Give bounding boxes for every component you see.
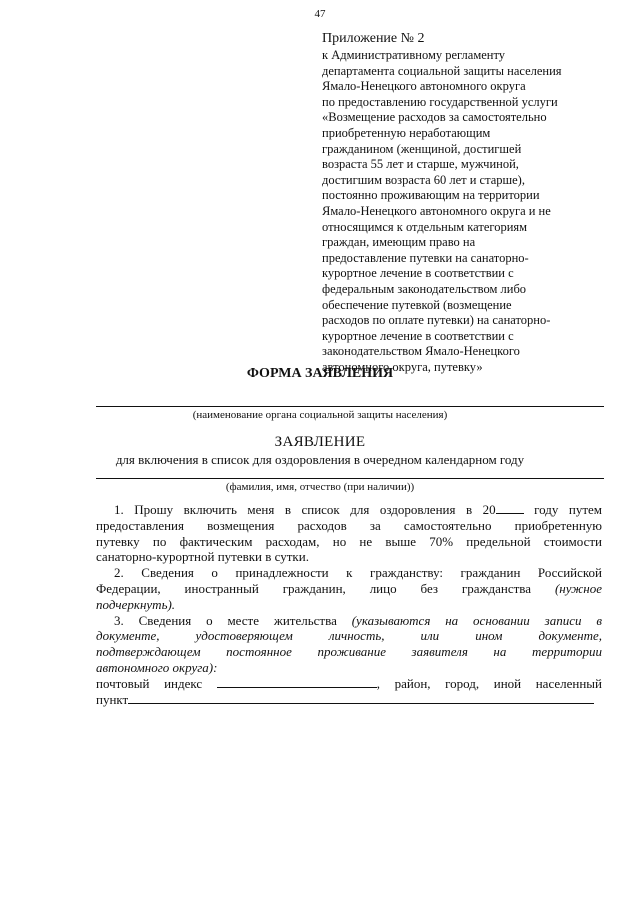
appendix-line: законодательством Ямало-Ненецкого — [322, 344, 520, 359]
year-blank — [496, 503, 524, 514]
form-title: ФОРМА ЗАЯВЛЕНИЯ — [246, 366, 394, 381]
postal-index-field[interactable] — [217, 677, 377, 688]
appendix-line: курортное лечение в соответствии с — [322, 328, 514, 343]
appendix-title: Приложение № 2 — [322, 31, 425, 46]
item3-line1b: (указываются на основании записи в — [351, 612, 602, 628]
item-2 — [96, 565, 602, 612]
item1-text-a: 1. Прошу включить меня в список для оздоровления в 20 — [114, 502, 496, 517]
appendix-line: граждан, имеющим право на — [322, 235, 476, 250]
item2-line2a: Федерации, иностранный гражданин, лицо без гражданства — [96, 580, 555, 596]
item1-line2: предоставления возмещения расходов за самостоятельно приобретенную — [96, 517, 602, 533]
postal-index-label: почтовый индекс — [96, 675, 217, 691]
appendix-line: к Административному регламенту — [322, 48, 506, 62]
application-body — [96, 502, 602, 707]
postal-rest: , район, город, иной населенный — [376, 675, 603, 691]
item2-line1: 2. Сведения о принадлежности к гражданству: гражданин Российской — [114, 565, 602, 581]
appendix-line: достигшим возраста 60 лет и старше), — [322, 172, 525, 187]
authority-line — [96, 406, 604, 407]
appendix-line: по предоставлению государственной услуги — [322, 94, 558, 109]
appendix-line: курортное лечение в соответствии с — [322, 266, 514, 281]
item2-line2b: (нужное — [554, 580, 602, 596]
appendix-line: департамента социальной защиты населения — [322, 63, 562, 78]
authority-caption: (наименование органа социальной защиты населения) — [192, 409, 448, 421]
settlement-field[interactable] — [128, 693, 594, 704]
appendix-line: возраста 55 лет и старше, мужчиной, — [322, 157, 519, 172]
appendix-line: предоставление путевки на санаторно- — [322, 250, 529, 265]
application-subtitle: для включения в список для оздоровления в очередном календарном году — [115, 452, 525, 467]
item1-line3: путевку по фактическим расходам, но не выше 70% предельной стоимости — [96, 533, 602, 549]
item1-text-b: году путем — [523, 502, 602, 517]
appendix-block — [322, 30, 622, 375]
item3-line4: автономного округа): — [96, 659, 218, 675]
item-3 — [96, 613, 602, 708]
appendix-line: относящимся к отдельным категориям — [322, 219, 528, 234]
item3-line2: документе, удостоверяющем личность, или ином документе, — [96, 628, 602, 644]
fio-caption: (фамилия, имя, отчество (при наличии)) — [225, 481, 415, 493]
appendix-line: Ямало-Ненецкого автономного округа — [322, 79, 526, 94]
appendix-line: федеральным законодательством либо — [322, 281, 527, 296]
appendix-line: приобретенную неработающим — [322, 125, 491, 140]
appendix-lines — [322, 48, 622, 375]
item2-line3: подчеркнуть). — [96, 596, 176, 612]
appendix-line: обеспечение путевкой (возмещение — [322, 297, 512, 312]
appendix-line: автономного округа, путевку» — [322, 359, 483, 374]
appendix-line: гражданином (женщиной, достигшей — [322, 141, 522, 156]
application-title: ЗАЯВЛЕНИЕ — [274, 434, 366, 450]
item1-line4: санаторно-курортной путевки в сутки. — [96, 549, 309, 565]
item3-line1a: 3. Сведения о месте жительства — [114, 612, 352, 628]
item-1 — [96, 502, 602, 565]
point-label: пункт — [96, 691, 129, 707]
appendix-line: «Возмещение расходов за самостоятельно — [322, 110, 547, 125]
appendix-line: постоянно проживающим на территории — [322, 188, 540, 203]
item3-line3: подтверждающем постоянное проживание заявителя на территории — [96, 644, 602, 660]
page-number: 47 — [314, 8, 326, 20]
appendix-line: расходов по оплате путевки) на санаторно- — [322, 313, 551, 328]
fio-line — [96, 478, 604, 479]
appendix-line: Ямало-Ненецкого автономного округа и не — [322, 203, 551, 218]
